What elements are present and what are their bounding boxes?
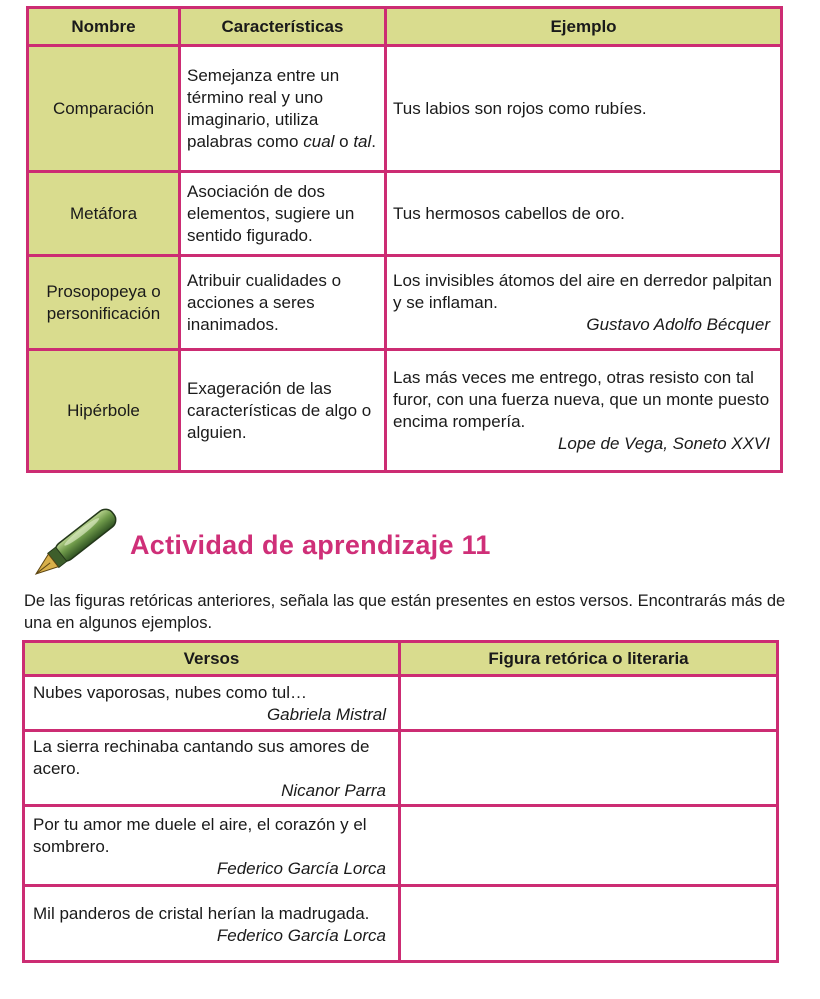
answer-cell[interactable] <box>400 886 778 962</box>
figure-characteristics: Semejanza entre un término real y uno imaginario, utiliza palabras como cual o tal. <box>180 46 386 172</box>
header-caracteristicas: Características <box>180 8 386 46</box>
figure-example <box>386 256 782 350</box>
figure-row <box>28 350 782 472</box>
activity-title: Actividad de aprendizaje 11 <box>130 530 491 560</box>
header-versos: Versos <box>24 642 400 676</box>
example-text: Las más veces me entrego, otras resisto con tal furor, con una fuerza nueva, que un monte puesto encima rompería. <box>393 367 770 431</box>
verse-author: Nicanor Parra <box>281 781 386 800</box>
answer-cell[interactable] <box>400 731 778 806</box>
fountain-pen-icon <box>18 505 128 585</box>
verse-row <box>24 886 778 962</box>
answer-cell[interactable] <box>400 676 778 731</box>
figure-name: Prosopopeya o personificación <box>28 256 180 350</box>
answer-cell[interactable] <box>400 806 778 886</box>
verse-author: Gabriela Mistral <box>266 705 386 724</box>
verse-text: Mil panderos de cristal herían la madrugada. <box>33 903 370 923</box>
verse-cell <box>24 886 400 962</box>
figure-characteristics: Asociación de dos elementos, sugiere un sentido figurado. <box>180 172 386 256</box>
verses-header-row <box>24 642 778 676</box>
figure-example: Tus labios son rojos como rubíes. <box>386 46 782 172</box>
verse-text: Por tu amor me duele el aire, el corazón y el sombrero. <box>33 814 367 856</box>
figure-characteristics: Exageración de las características de algo o alguien. <box>180 350 386 472</box>
figure-characteristics: Atribuir cualidades o acciones a seres inanimados. <box>180 256 386 350</box>
header-nombre: Nombre <box>28 8 180 46</box>
verses-table <box>22 640 779 963</box>
figure-row <box>28 46 782 172</box>
figure-row <box>28 256 782 350</box>
figures-header-row <box>28 8 782 46</box>
figure-row <box>28 172 782 256</box>
figure-name: Metáfora <box>28 172 180 256</box>
figure-example <box>386 350 782 472</box>
verse-author: Federico García Lorca <box>216 858 386 878</box>
verse-cell <box>24 806 400 886</box>
figure-name: Comparación <box>28 46 180 172</box>
verse-text: La sierra rechinaba cantando sus amores de acero. <box>33 737 370 778</box>
verse-row <box>24 676 778 731</box>
figure-example: Tus hermosos cabellos de oro. <box>386 172 782 256</box>
verse-row <box>24 731 778 806</box>
example-author: Gustavo Adolfo Bécquer <box>586 314 770 334</box>
verse-author: Federico García Lorca <box>216 925 386 945</box>
verse-cell <box>24 731 400 806</box>
figures-table <box>26 6 783 473</box>
figure-name: Hipérbole <box>28 350 180 472</box>
header-figura: Figura retórica o literaria <box>400 642 778 676</box>
example-author: Lope de Vega, Soneto XXVI <box>557 433 770 453</box>
header-ejemplo: Ejemplo <box>386 8 782 46</box>
verse-cell <box>24 676 400 731</box>
activity-instructions: De las figuras retóricas anteriores, señala las que están presentes en estos versos. Encontrarás más de una en algunos ejemplos. <box>24 592 786 632</box>
example-text: Los invisibles átomos del aire en derredor palpitan y se inflaman. <box>393 270 772 312</box>
verse-row <box>24 806 778 886</box>
verse-text: Nubes vaporosas, nubes como tul… <box>33 683 308 702</box>
